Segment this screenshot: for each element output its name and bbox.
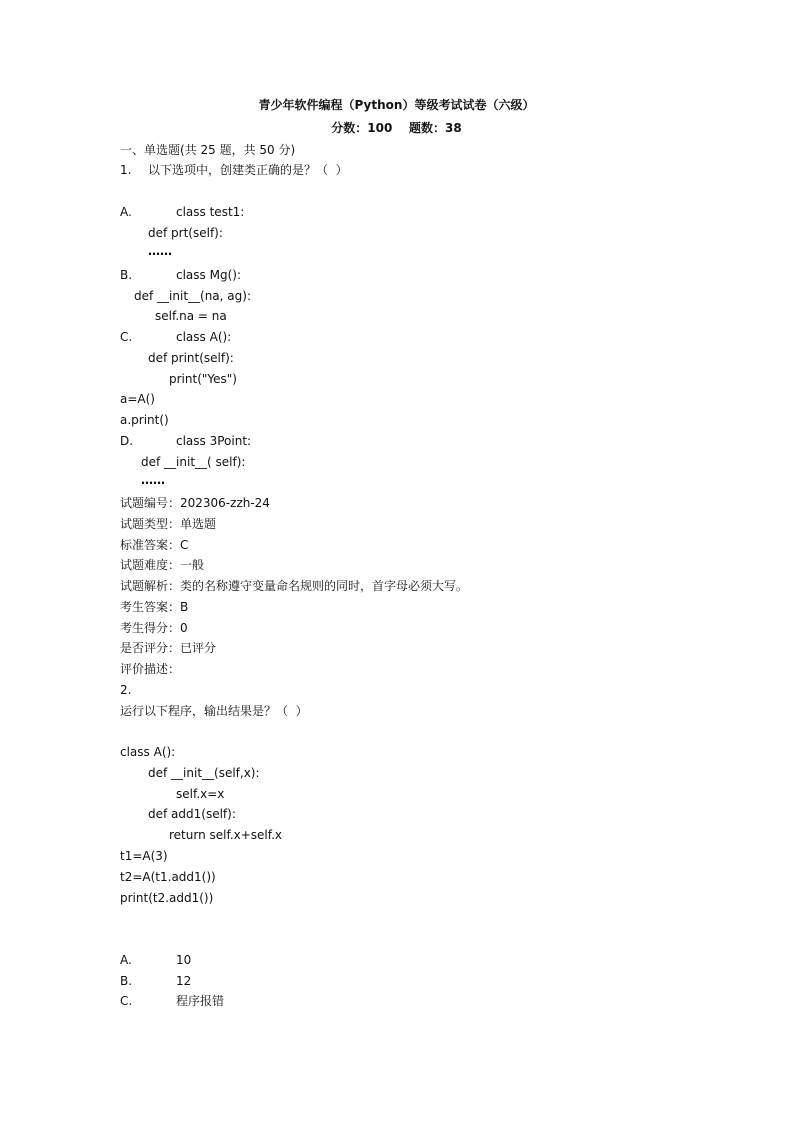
q2-code-line6: t1=A(3) [120,849,168,863]
q2-code-line1: class A(): [120,745,176,759]
q2-option-c-label: C. [120,994,133,1008]
q1-meta-analysis: 试题解析：类的名称遵守变量命名规则的同时，首字母必须大写。 [120,579,469,593]
q1-option-a-line2: def prt(self): [148,226,223,240]
q1-option-c-line3: print("Yes") [169,372,237,386]
q1-meta-comment: 评价描述： [120,662,181,676]
q1-meta-student-answer: 考生答案：B [120,600,189,614]
q1-option-c-line1: class A(): [176,330,232,344]
q1-option-a-label: A. [120,205,132,219]
q2-code-line2: def __init__(self,x): [148,766,260,780]
q1-option-c-line5: a.print() [120,413,169,427]
q1-stem: 以下选项中，创建类正确的是？（ ） [148,163,348,177]
exam-title: 青少年软件编程（Python）等级考试试卷（六级） [258,98,535,112]
q1-option-b-line3: self.na = na [155,309,227,323]
q2-code-line7: t2=A(t1.add1()) [120,870,216,884]
q2-option-a-label: A. [120,953,132,967]
q1-option-a-line1: class test1: [176,205,245,219]
q1-option-a-line3: …… [148,244,172,258]
q1-number: 1. [120,163,132,177]
section-heading: 一、单选题(共 25 题，共 50 分) [120,143,296,157]
q1-option-d-label: D. [120,434,134,448]
q2-option-b-text: 12 [176,974,192,988]
q2-code-line4: def add1(self): [148,807,236,821]
q1-meta-student-score: 考生得分：0 [120,621,188,635]
q2-code-line5: return self.x+self.x [169,828,283,842]
q1-option-b-label: B. [120,268,133,282]
q2-stem: 运行以下程序，输出结果是？（ ） [120,704,308,718]
q1-meta-answer: 标准答案：C [120,538,189,552]
q1-meta-graded: 是否评分：已评分 [120,641,217,655]
q2-number: 2. [120,683,132,697]
score-summary: 分数：100 题数：38 [331,121,462,135]
q1-option-c-line4: a=A() [120,392,155,406]
q1-meta-type: 试题类型：单选题 [120,517,217,531]
q1-option-d-line2: def __init__( self): [141,455,246,469]
q1-option-c-line2: def print(self): [148,351,234,365]
q2-code-line3: self.x=x [176,787,225,801]
q1-option-d-line3: …… [141,473,165,487]
q2-option-b-label: B. [120,974,133,988]
q2-option-a-text: 10 [176,953,192,967]
q2-option-c-text: 程序报错 [176,994,225,1008]
q1-meta-difficulty: 试题难度：一般 [120,558,205,572]
q1-option-c-label: C. [120,330,133,344]
q2-code-line8: print(t2.add1()) [120,891,214,905]
q1-option-d-line1: class 3Point: [176,434,252,448]
q1-option-b-line2: def __init__(na, ag): [134,289,251,303]
q1-option-b-line1: class Mg(): [176,268,241,282]
q1-meta-id: 试题编号：202306-zzh-24 [120,496,270,510]
